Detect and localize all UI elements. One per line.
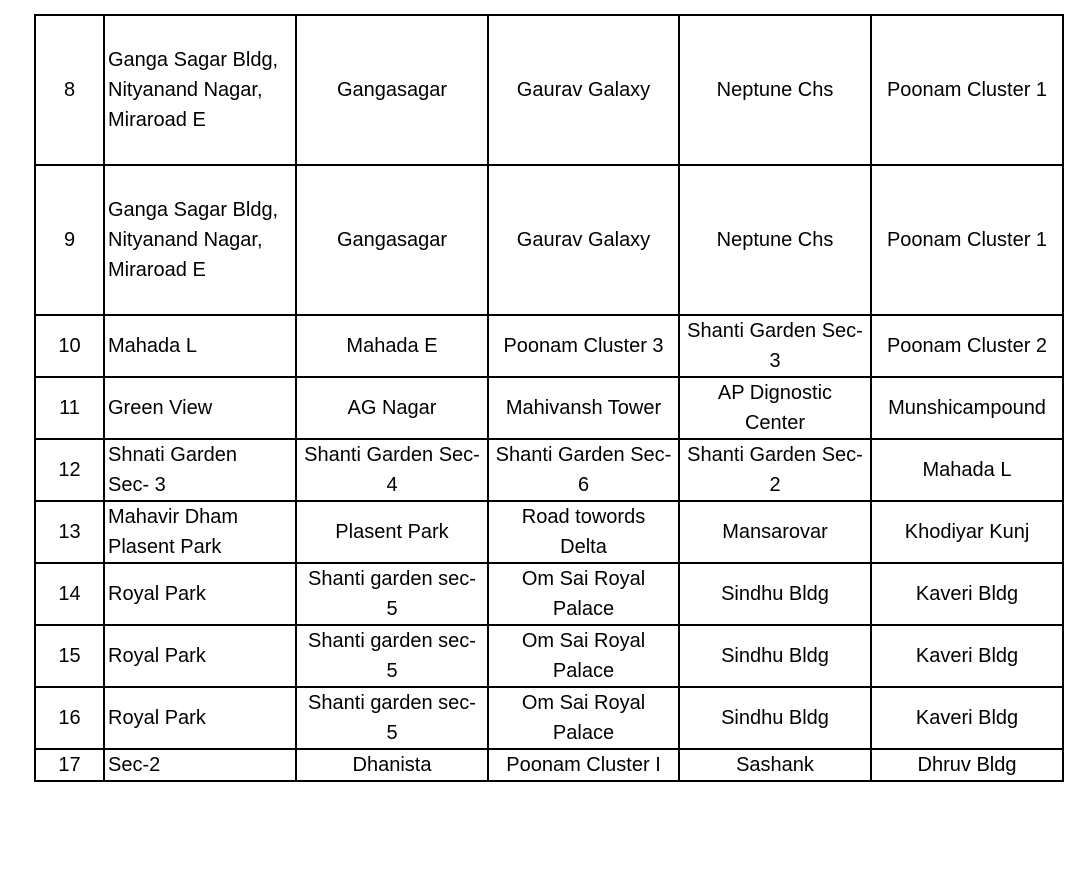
table-row <box>35 315 1063 377</box>
area-cell-4: Poonam Cluster 1 <box>871 15 1063 165</box>
area-cell-1: Plasent Park <box>296 501 488 563</box>
row-number-cell: 16 <box>35 687 104 749</box>
area-cell-2: Road towords Delta <box>488 501 679 563</box>
area-cell-3: Shanti Garden Sec- 2 <box>679 439 871 501</box>
area-cell-1: Dhanista <box>296 749 488 781</box>
area-cell-2: Mahivansh Tower <box>488 377 679 439</box>
area-cell-4: Khodiyar Kunj <box>871 501 1063 563</box>
row-number-cell: 8 <box>35 15 104 165</box>
row-number-cell: 13 <box>35 501 104 563</box>
location-cell: Mahavir Dham Plasent Park <box>104 501 296 563</box>
area-cell-1: Gangasagar <box>296 15 488 165</box>
area-cell-4: Poonam Cluster 1 <box>871 165 1063 315</box>
location-cell: Mahada L <box>104 315 296 377</box>
table-row <box>35 687 1063 749</box>
location-cell: Sec-2 <box>104 749 296 781</box>
area-cell-1: Shanti garden sec- 5 <box>296 687 488 749</box>
area-cell-2: Gaurav Galaxy <box>488 15 679 165</box>
area-cell-2: Gaurav Galaxy <box>488 165 679 315</box>
location-cell: Royal Park <box>104 625 296 687</box>
area-cell-1: AG Nagar <box>296 377 488 439</box>
area-cell-3: Shanti Garden Sec- 3 <box>679 315 871 377</box>
row-number-cell: 15 <box>35 625 104 687</box>
area-cell-3: Sindhu Bldg <box>679 563 871 625</box>
table-row <box>35 749 1063 781</box>
row-number-cell: 12 <box>35 439 104 501</box>
table-row <box>35 15 1063 165</box>
area-cell-1: Gangasagar <box>296 165 488 315</box>
area-cell-2: Poonam Cluster I <box>488 749 679 781</box>
area-cell-2: Poonam Cluster 3 <box>488 315 679 377</box>
area-cell-3: Mansarovar <box>679 501 871 563</box>
area-cell-1: Mahada E <box>296 315 488 377</box>
row-number-cell: 11 <box>35 377 104 439</box>
area-cell-4: Munshicampound <box>871 377 1063 439</box>
location-cell: Shnati Garden Sec- 3 <box>104 439 296 501</box>
area-cell-4: Dhruv Bldg <box>871 749 1063 781</box>
area-cell-4: Kaveri Bldg <box>871 625 1063 687</box>
area-cell-1: Shanti Garden Sec- 4 <box>296 439 488 501</box>
area-cell-4: Kaveri Bldg <box>871 563 1063 625</box>
row-number-cell: 10 <box>35 315 104 377</box>
table-row <box>35 165 1063 315</box>
table-row <box>35 439 1063 501</box>
row-number-cell: 17 <box>35 749 104 781</box>
area-cell-3: Neptune Chs <box>679 165 871 315</box>
area-cell-3: Sindhu Bldg <box>679 625 871 687</box>
area-cell-3: Sashank <box>679 749 871 781</box>
area-cell-2: Om Sai Royal Palace <box>488 687 679 749</box>
area-cell-4: Kaveri Bldg <box>871 687 1063 749</box>
area-cell-2: Shanti Garden Sec- 6 <box>488 439 679 501</box>
area-cell-2: Om Sai Royal Palace <box>488 625 679 687</box>
table-row <box>35 377 1063 439</box>
location-cell: Green View <box>104 377 296 439</box>
area-cell-2: Om Sai Royal Palace <box>488 563 679 625</box>
location-cell: Royal Park <box>104 563 296 625</box>
location-cell: Ganga Sagar Bldg, Nityanand Nagar, Miraroad E <box>104 165 296 315</box>
table-row <box>35 625 1063 687</box>
row-number-cell: 9 <box>35 165 104 315</box>
row-number-cell: 14 <box>35 563 104 625</box>
area-cell-4: Mahada L <box>871 439 1063 501</box>
area-cell-1: Shanti garden sec- 5 <box>296 563 488 625</box>
data-table <box>34 14 1064 782</box>
area-cell-3: AP Dignostic Center <box>679 377 871 439</box>
area-cell-4: Poonam Cluster 2 <box>871 315 1063 377</box>
area-cell-3: Sindhu Bldg <box>679 687 871 749</box>
table-row <box>35 563 1063 625</box>
table-row <box>35 501 1063 563</box>
area-cell-3: Neptune Chs <box>679 15 871 165</box>
area-cell-1: Shanti garden sec- 5 <box>296 625 488 687</box>
location-cell: Royal Park <box>104 687 296 749</box>
location-cell: Ganga Sagar Bldg, Nityanand Nagar, Miraroad E <box>104 15 296 165</box>
